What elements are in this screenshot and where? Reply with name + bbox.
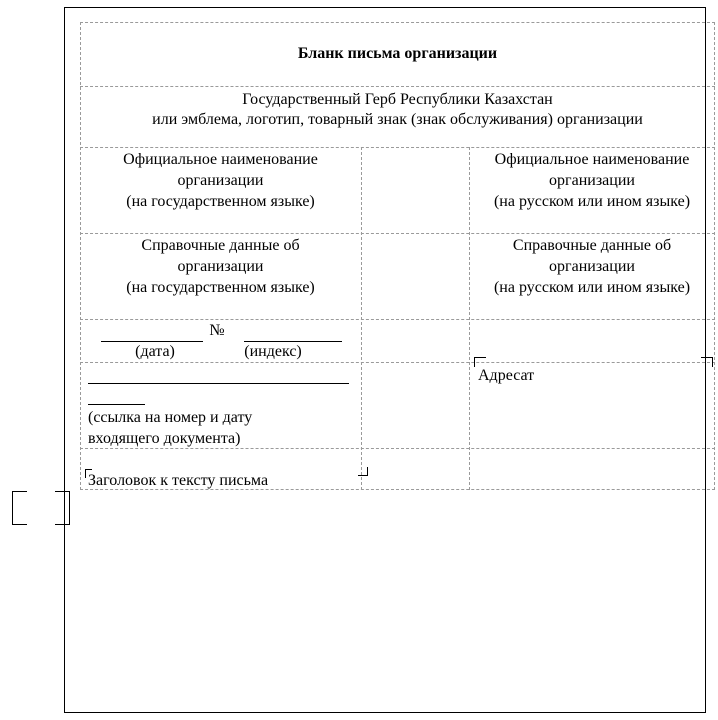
- official-name-russian-line-2: организации: [549, 172, 635, 189]
- official-name-state-line-2: организации: [177, 172, 264, 189]
- reference-state-line-3: (на государственном языке): [126, 279, 315, 296]
- column-divider: [361, 147, 362, 490]
- corner-bracket-left: [12, 491, 27, 525]
- reference-russian-line-2: организации: [549, 258, 635, 275]
- row-divider: [80, 362, 715, 363]
- reference-russian-line-3: (на русском или ином языке): [493, 279, 691, 296]
- addressee-corner-right: [701, 357, 713, 367]
- official-name-russian-line-1: Официальное наименование: [494, 151, 690, 168]
- number-sign: №: [209, 322, 225, 339]
- reference-state-line-2: организации: [177, 258, 264, 275]
- emblem-line-1: Государственный Герб Республики Казахстан: [242, 91, 553, 108]
- row-divider: [80, 86, 715, 87]
- incoming-ref-underline-2: [88, 404, 145, 405]
- corner-bracket-right: [55, 491, 70, 525]
- row-divider: [80, 319, 715, 320]
- addressee-label: Адресат: [478, 367, 535, 384]
- letter-heading-label: Заголовок к тексту письма: [88, 472, 269, 489]
- official-name-state-line-1: Официальное наименование: [123, 151, 318, 168]
- form-title: Бланк письма организации: [297, 45, 498, 62]
- incoming-ref-underline-1: [88, 383, 349, 384]
- official-name-russian-line-3: (на русском или ином языке): [493, 193, 691, 210]
- date-label: (дата): [135, 343, 175, 360]
- official-name-state-line-3: (на государственном языке): [126, 193, 315, 210]
- reference-state-line-1: Справочные данные об: [141, 237, 300, 254]
- index-label: (индекс): [244, 343, 302, 360]
- incoming-ref-line-2: входящего документа): [88, 430, 241, 447]
- emblem-line-2: или эмблема, логотип, товарный знак (знак обслуживания) организации: [152, 111, 643, 128]
- row-divider: [80, 233, 715, 234]
- row-divider: [80, 147, 715, 148]
- reference-russian-line-1: Справочные данные об: [512, 237, 672, 254]
- incoming-ref-line-1: (ссылка на номер и дату: [88, 409, 253, 426]
- heading-corner-right: [358, 467, 368, 476]
